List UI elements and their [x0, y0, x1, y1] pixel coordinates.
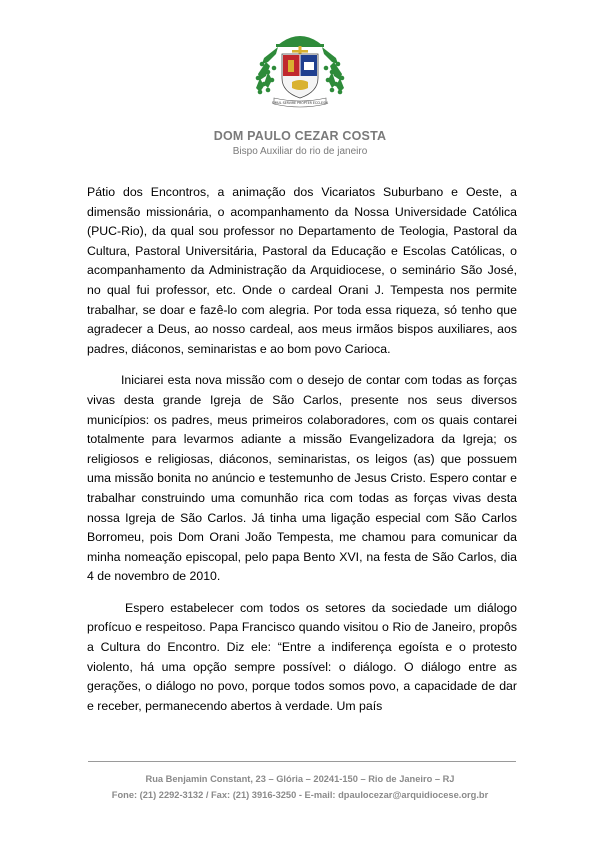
coat-of-arms-icon	[252, 28, 348, 108]
paragraph: Espero estabelecer com todos os setores da sociedade um diálogo profícuo e respeitoso. Papa Francisco quando visitou o Rio de Janeiro, propôs a Cultura do Encontro. Diz ele: “Entre a indiferença egoísta e o protesto violento, há uma opção sempre possível: o diálogo. O diálogo entre as gerações, o diálogo no povo, porque todos somos povo, a capacidade de dar e receber, permanecendo abertos à verdade. Um país	[87, 600, 517, 713]
bishop-title: Bispo Auxiliar do rio de janeiro	[232, 146, 368, 157]
paragraph: Iniciarei esta nova missão com o desejo de contar com todas as forças vivas desta grande Igreja de São Carlos, presente nos seus diversos municípios: os padres, meus primeiros colaboradores, com os quais contarei totalmente para levarmos adiante a missão Evangelizadora da Igreja; os religiosos e religiosas, diáconos, seminaristas, os leigos (as) que possuem uma missão bonita no anúncio e testemunho de Jesus Cristo. Espero contar e trabalhar construindo uma comunhão rica com todas as forças vivas desta nossa Igreja de São Carlos. Já tinha uma ligação especial com São Carlos Borromeu, pois Dom Orani João Tempesta, me chamou para comunicar da minha nomeação episcopal, pelo papa Bento XVI, na festa de São Carlos, dia 4 de novembro de 2010.	[87, 373, 517, 584]
paragraph: Pátio dos Encontros, a animação dos Vicariatos Suburbano e Oeste, a dimensão missionária, o acompanhamento da Nossa Universidade Católica (PUC-Rio), da qual sou professor no Departamento de Teologia, Pastoral da Cultura, Pastoral Universitária, Pastoral da Educação e Escolas Católicas, o acompanhamento da Administração da Arquidiocese, o seminário São José, no qual fui professor, etc. Onde o cardeal Orani J. Tempesta nos permite trabalhar, se doar e fazê-lo com alegria. Por toda essa riqueza, só tenho que agradecer a Deus, ao nosso cardeal, aos meus irmãos bispos auxiliares, aos padres, diáconos, seminaristas e ao bom povo Carioca.	[87, 185, 517, 356]
footer-contact: Fone: (21) 2292-3132 / Fax: (21) 3916-3250 - E-mail: dpaulocezar@arquidiocese.org.br	[111, 790, 489, 800]
bishop-name: DOM PAULO CEZAR COSTA	[213, 129, 387, 143]
footer-address: Rua Benjamin Constant, 23 – Glória – 20241-150 – Rio de Janeiro – RJ	[145, 774, 455, 784]
footer-divider	[88, 761, 516, 762]
svg-text:SIMUL SERVIRE PROPTER ECCLESIA: SIMUL SERVIRE PROPTER ECCLESIA	[271, 101, 329, 105]
letter-body	[87, 183, 517, 728]
